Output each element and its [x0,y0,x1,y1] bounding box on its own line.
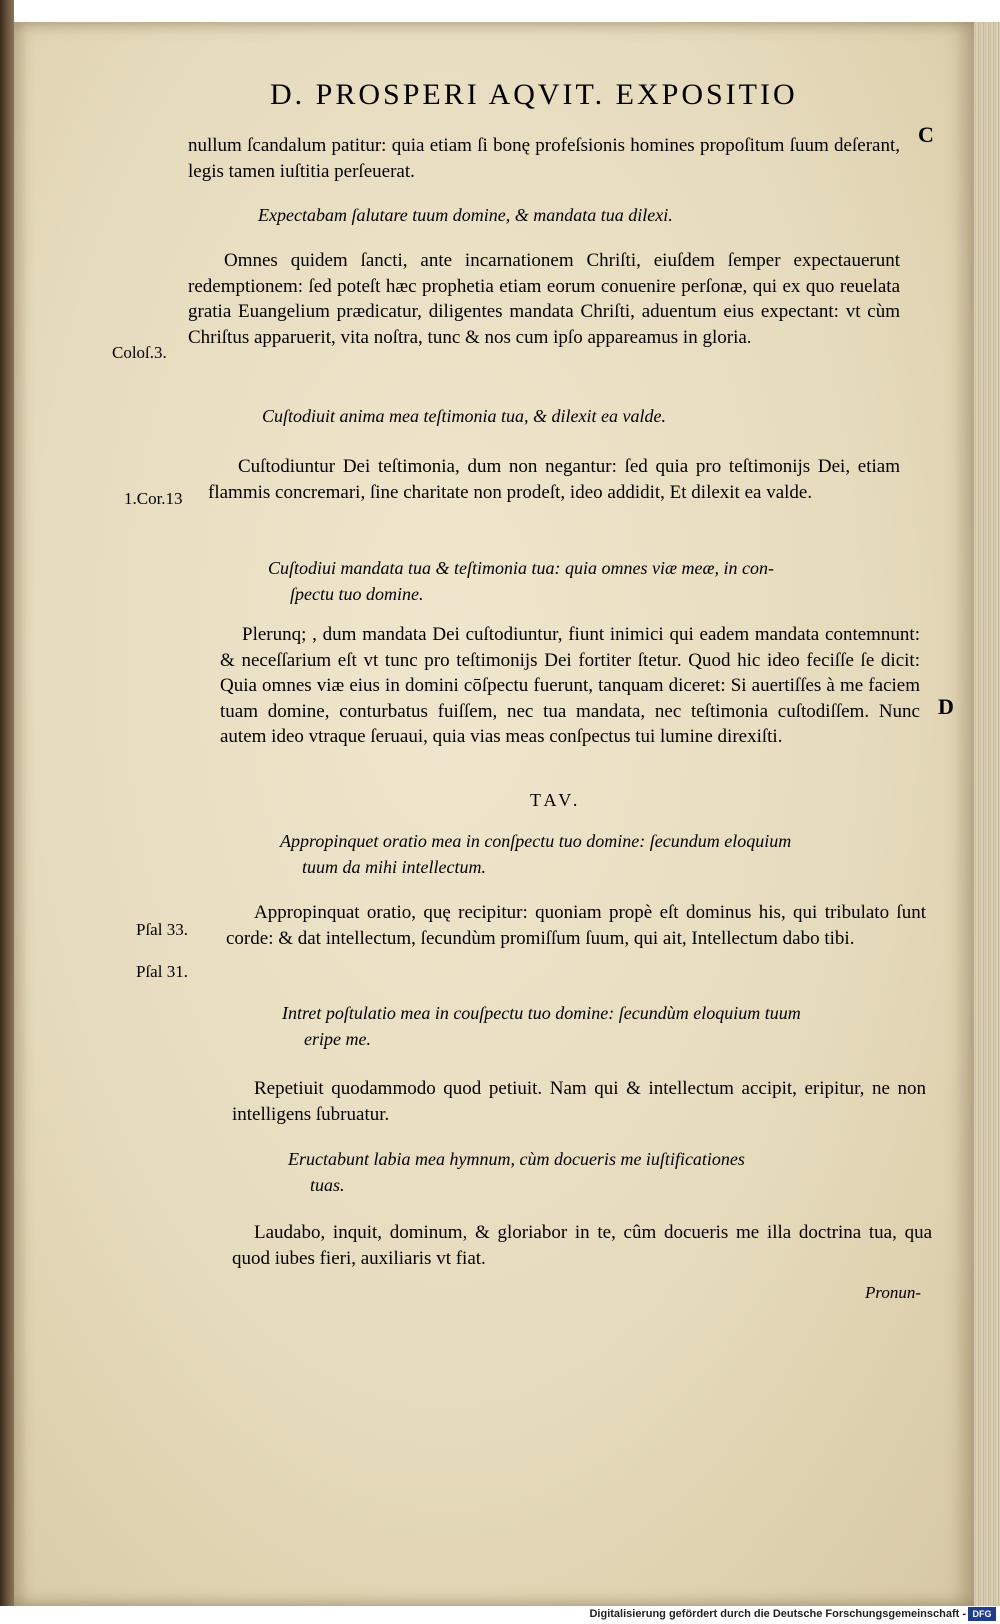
catchword: Pronun- [865,1283,922,1302]
paragraph-appropinquat: Appropinquat oratio, quę recipitur: quoniam propè eſt dominus his, qui tribulato ſunt corde: & dat intellectum, ſecundùm promiſſum ſuum, qui ait, Intellectum dabo tibi. [226,902,926,949]
verse-intret [282,1000,801,1052]
footer-credit: Digitalisierung gefördert durch die Deutsche Forschungsgemeinschaft - [589,1608,966,1620]
verse-line: Eructabunt labia mea hymnum, cùm docueris me iuſtificationes [288,1149,745,1169]
page-fore-edge [974,22,1000,1606]
verse-line: Expectabam ſalutare tuum domine, & mandata tua dilexi. [258,205,673,225]
verse-line: Cuſtodiui mandata tua & teſtimonia tua: quia omnes viæ meæ, in con- [268,558,774,578]
paragraph-repetiuit: Repetiuit quodammodo quod petiuit. Nam qui & intellectum accipit, eripitur, ne non intelligens ſubruatur. [232,1078,926,1125]
margin-note-psalm-31: Pſal 31. [136,962,188,981]
verse-line: Cuſtodiuit anima mea teſtimonia tua, & dilexit ea valde. [262,406,666,426]
book-binding-edge [0,0,14,1606]
paragraph-laudabo: Laudabo, inquit, dominum, & gloriabor in te, cûm docueris me illa doctrina tua, qua quod iubes fieri, auxiliaris vt fiat. [232,1222,932,1269]
verse-line: Intret poſtulatio mea in couſpectu tuo domine: ſecundùm eloquium tuum [282,1003,801,1023]
margin-note-colossians: Coloſ.3. [112,343,167,362]
verse-custodiui [268,555,774,607]
section-marker-d: D [938,694,954,719]
verse-line: tuum da mihi intellectum. [302,857,486,877]
verse-custodiuit [262,403,666,429]
verse-line: ſpectu tuo domine. [290,584,424,604]
section-marker-c: C [918,122,934,147]
section-title-tav: TAV. [530,790,582,810]
verse-expectabam [258,202,673,228]
paragraph-custodiuntur: Cuſtodiuntur Dei teſtimonia, dum non negantur: ſed quia pro teſtimonijs Dei, etiam flammis concremari, ſine charitate non prodeſt, ideo addidit, Et dilexit ea valde. [208,456,900,503]
paragraph-omnes: Omnes quidem ſancti, ante incarnationem Chriſti, eiuſdem ſemper expectauerunt redemptionem: ſed poteſt hæc prophetia etiam eorum conuenire perſonæ, qui ex quo reuelata gratia Euangelium prædicatur, diligentes mandata Chriſti, aduentum eius expectant: vt cùm Chriſtus apparuerit, vita noſtra, tunc & nos cum ipſo appareamus in gloria. [188,250,900,348]
verse-line: tuas. [310,1175,345,1195]
margin-note-psalm-33: Pſal 33. [136,920,188,939]
verse-eructabunt [288,1146,745,1198]
verse-appropinquet [280,828,791,880]
running-head: D. PROSPERI AQVIT. EXPOSITIO [270,78,798,111]
margin-note-corinthians: 1.Cor.13 [124,489,183,508]
paragraph-intro: nullum ſcandalum patitur: quia etiam ſi bonę profeſsionis homines propoſitum ſuum deſerant, legis tamen iuſtitia perſeuerat. [188,135,900,182]
paragraph-plerunq: Plerunq; , dum mandata Dei cuſtodiuntur, fiunt inimici qui eadem mandata contemnunt: & neceſſarium eſt vt tunc pro teſtimonijs Dei fortiter ſtetur. Quod hic ideo feciſſe ſe dicit: Quia omnes viæ eius in domini cōſpectu fuerunt, tanquam diceret: Si auertiſſes à me faciem tuam domine, conturbatus fuiſſem, nec tua mandata, nec teſtimonia cuſtodiſſem. Nunc autem ideo vtraque ſeruaui, quia vias meas conſpectus tui lumine direxiſti. [220,624,920,747]
dfg-logo: DFG [968,1607,996,1621]
verse-line: Appropinquet oratio mea in conſpectu tuo domine: ſecundum eloquium [280,831,792,851]
verse-line: eripe me. [304,1029,371,1049]
